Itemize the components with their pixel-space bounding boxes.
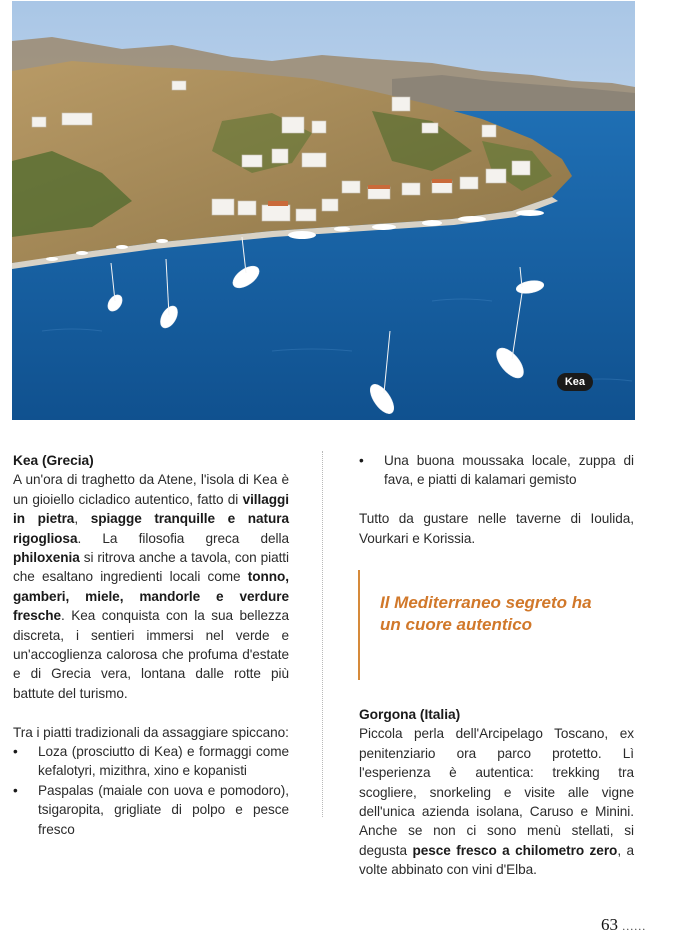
gorgona-paragraph	[359, 724, 634, 879]
text-run: A un'ora di traghetto da Atene, l'isola di Kea è un gioiello cicladico autentico, fatto di	[13, 472, 289, 507]
text-run: . Kea conquista con la sua bellezza discreta, i sentieri immersi nel verde e un'accoglienza calorosa che profuma d'estate e di Grecia vera, lontana dalle rotte più battute del turismo.	[13, 608, 289, 701]
page-number-dots: ......	[622, 919, 647, 933]
bold-text: pesce fresco a chilometro zero	[412, 842, 618, 858]
pull-quote	[358, 570, 608, 680]
list-item: • Loza (prosciutto di Kea) e formaggi come kefalotyri, mizithra, xino e kopanisti	[13, 742, 289, 781]
dishes-list-continued	[359, 451, 634, 490]
dishes-list	[13, 742, 289, 839]
text-run: ,	[74, 511, 91, 527]
section-heading-gorgona: Gorgona (Italia)	[359, 707, 461, 722]
text-run: , a volte abbinato con vini d'Elba.	[359, 842, 634, 878]
page-number-value: 63	[601, 915, 618, 934]
kea-harbor-illustration	[12, 1, 635, 420]
bold-text: philoxenia	[13, 550, 80, 566]
left-column	[13, 451, 289, 839]
page-number	[601, 915, 681, 935]
section-heading-kea: Kea (Grecia)	[13, 453, 94, 468]
photo-caption-badge: Kea	[557, 373, 593, 391]
taverns-paragraph: Tutto da gustare nelle taverne di Ioulida, Vourkari e Korissia.	[359, 511, 634, 546]
gorgona-section	[359, 705, 634, 880]
list-item: • Una buona moussaka locale, zuppa di fava, e piatti di kalamari gemisto	[359, 451, 634, 490]
kea-paragraph	[13, 470, 289, 703]
column-divider	[322, 451, 323, 817]
bold-text: spiagge tranquille e natura rigogliosa	[13, 511, 289, 546]
text-run: . La filosofia greca della	[77, 530, 289, 546]
hero-photo	[12, 1, 635, 420]
text-run: si ritrova anche a tavola, con piatti che esaltano ingredienti locali come	[13, 550, 289, 585]
list-item: • Paspalas (maiale con uova e pomodoro), tsigaropita, grigliate di polpo e pesce fresco	[13, 781, 289, 839]
pull-quote-text: Il Mediterraneo segreto ha un cuore autentico	[380, 593, 592, 634]
bold-text: villaggi in pietra	[13, 491, 289, 527]
bold-text: tonno, gamberi, miele, mandorle e verdure fresche	[13, 569, 289, 624]
dishes-intro: Tra i piatti tradizionali da assaggiare spiccano:	[13, 724, 289, 740]
text-run: Piccola perla dell'Arcipelago Toscano, ex penitenziario ora parco protetto. Lì l'esperienza è autentica: trekking tra scogliere, snorkeling e visite alle vigne dell'unica azienda isolana, Caruso e Minini. Anche se non ci sono menù stellati, si degusta	[359, 726, 634, 858]
